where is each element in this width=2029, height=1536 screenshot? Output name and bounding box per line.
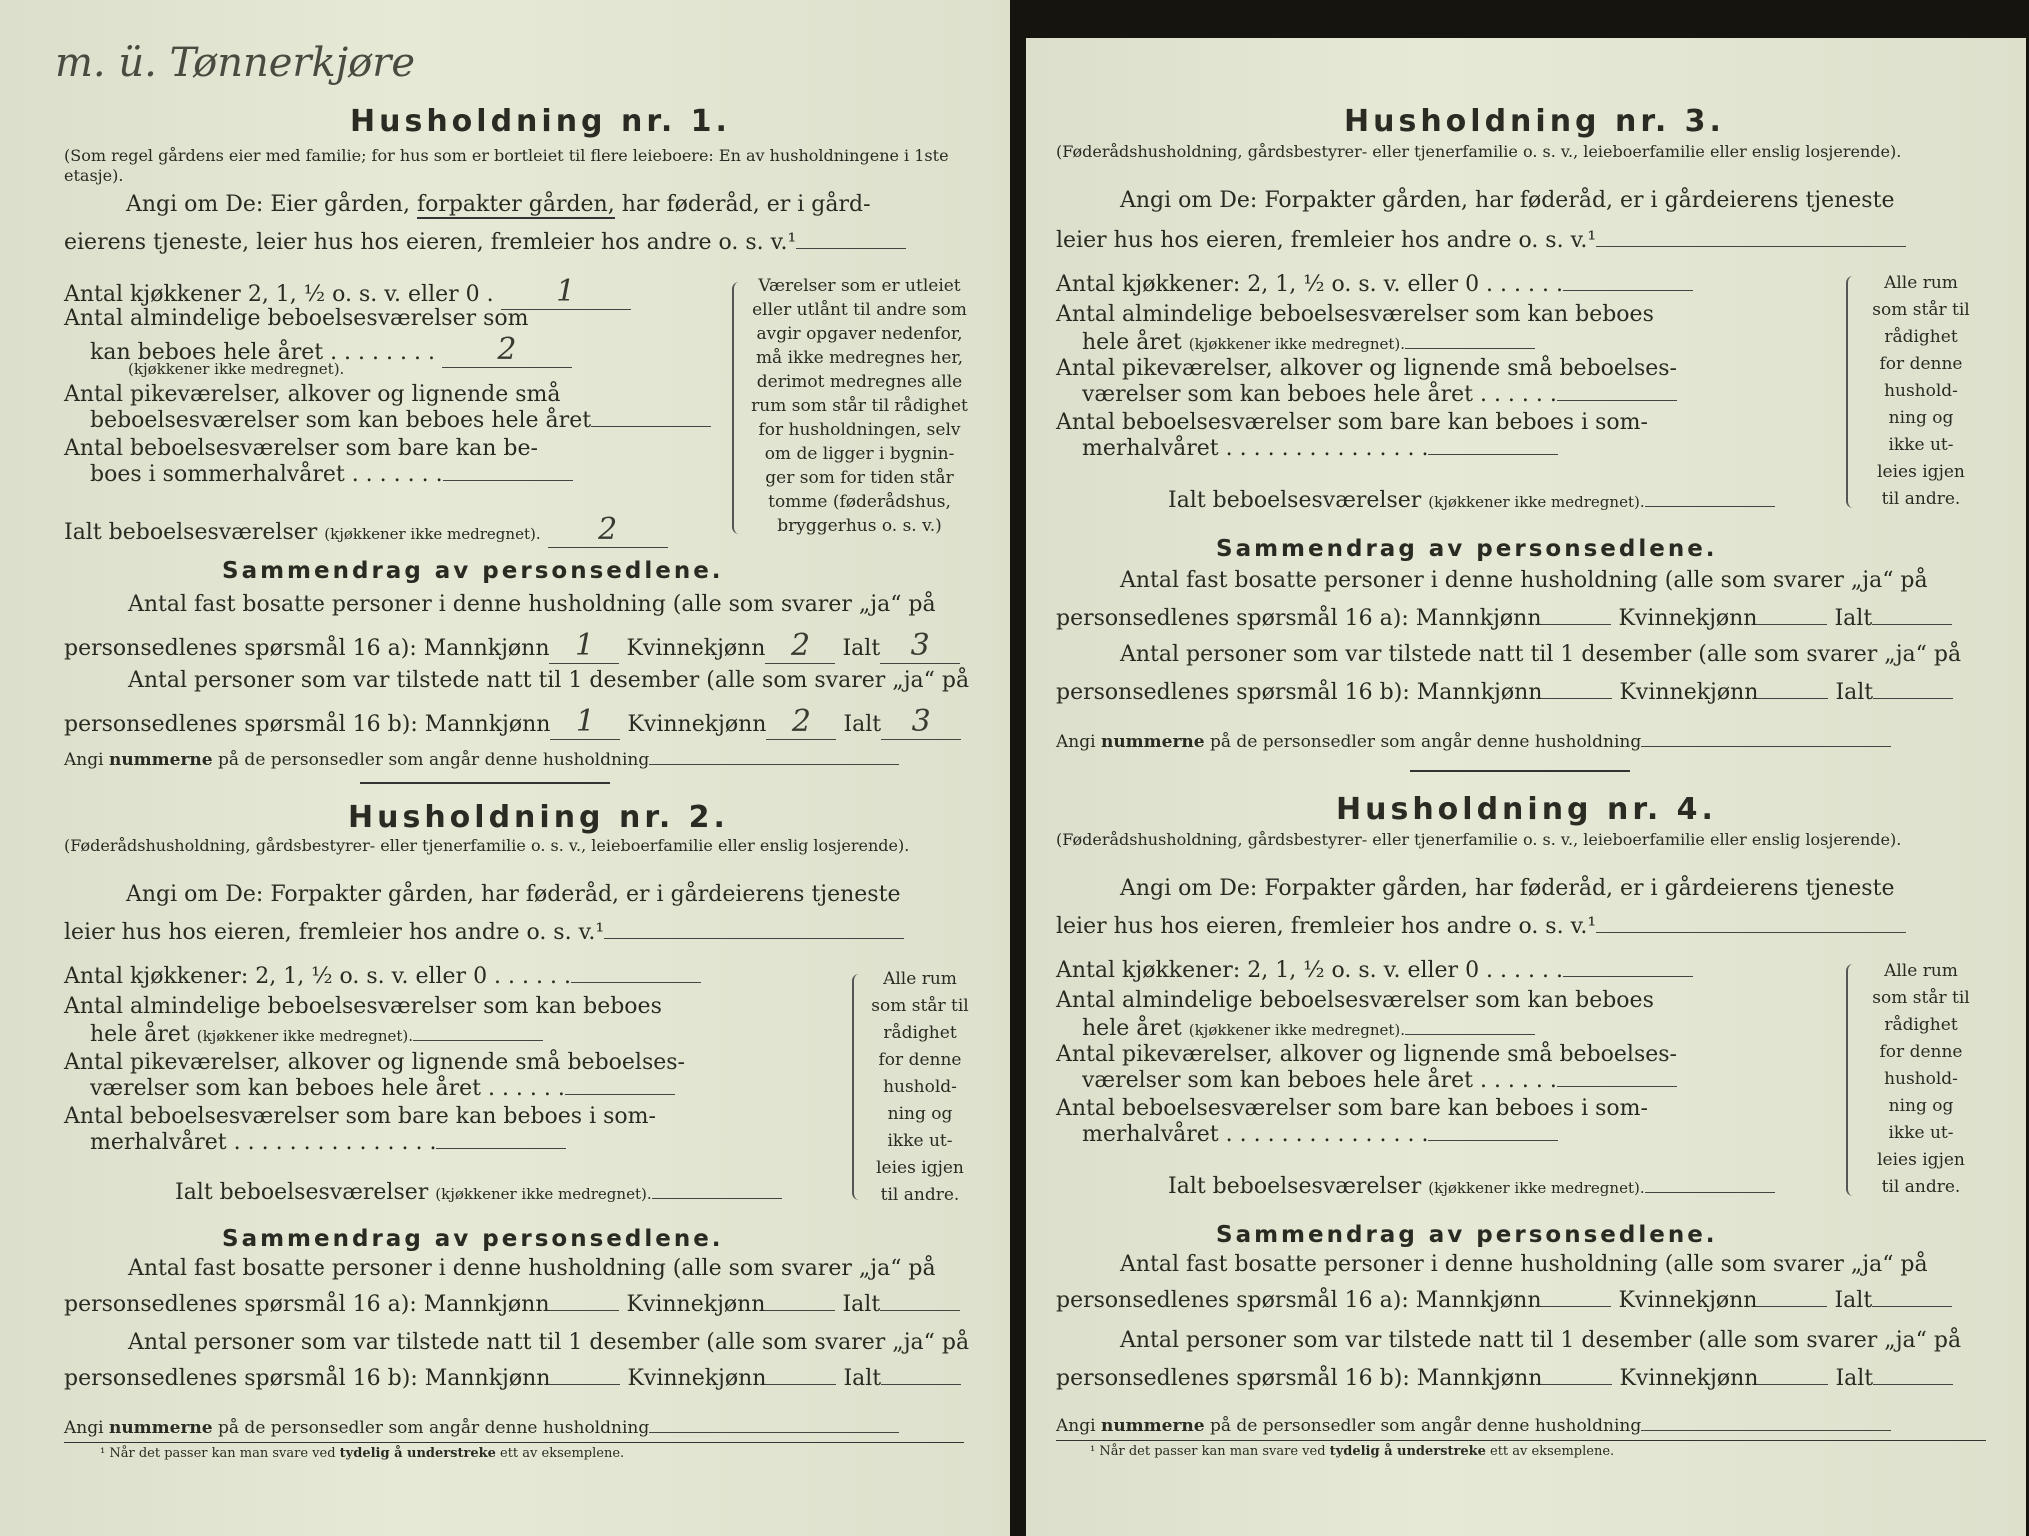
h4-a-line2 [1056,1288,1952,1313]
h4-summer-line1: Antal beboelsesværelser som bare kan beboes i som- [1056,1096,1648,1121]
h2-side-line: leies igjen [876,1158,964,1178]
h2-side-line: Alle rum [883,969,957,989]
h4-b-female-field[interactable] [1758,1384,1828,1385]
h3-a-total-field[interactable] [1872,624,1952,625]
h1-b-line2 [64,704,961,740]
h4-a-female-label: Kvinnekjønn [1618,1288,1758,1313]
h3-total-line [1168,488,1775,513]
h1-side-line: eller utlånt til andre som [752,300,967,320]
h2-b-female-label: Kvinnekjønn [627,1366,767,1391]
h2-summer-field[interactable] [436,1148,566,1149]
h2-angi-line2 [64,920,904,945]
h2-a-total-label: Ialt [842,1292,881,1317]
h3-side-line: hushold- [1884,381,1958,401]
h3-a-line2 [1056,606,1952,631]
h3-pike-label: værelser som kan beboes hele året . . . . . . [1082,382,1557,407]
h3-side-line: for denne [1879,354,1963,374]
h4-angi-line1: Angi om De: Forpakter gården, har føderåd, er i gårdeierens tjeneste [1120,876,1895,901]
h1-total-line [64,512,668,548]
h1-a-total-field[interactable] [880,628,960,664]
h2-kitchens-label: Antal kjøkkener: 2, 1, ½ o. s. v. eller 0 . . . . . . [64,964,571,989]
h3-angi-line2 [1056,228,1906,253]
h1-total-label: Ialt beboelsesværelser [64,520,318,545]
h3-angi-line1: Angi om De: Forpakter gården, har føderåd, er i gårdeierens tjeneste [1120,188,1895,213]
h4-side-line: rådighet [1884,1015,1958,1035]
h4-summer-field[interactable] [1428,1140,1558,1141]
h2-title: Husholdning nr. 2. [348,800,729,835]
h3-side-line: Alle rum [1884,273,1958,293]
h4-side-line: Alle rum [1884,961,1958,981]
h3-b-total-label: Ialt [1835,680,1874,705]
h3-nummer-field[interactable] [1641,746,1891,747]
h4-side-line: ning og [1888,1096,1954,1116]
h1-side-line: om de ligger i bygnin- [764,444,955,464]
footnote-bold: tydelig å understreke [339,1446,496,1461]
h3-summary-title: Sammendrag av personsedlene. [1216,536,1718,562]
h4-kitchens-field[interactable] [1563,976,1693,977]
h4-a-total-field[interactable] [1872,1306,1952,1307]
h1-side-line: Værelser som er utleiet [758,276,961,296]
h1-nummer-field[interactable] [649,764,899,765]
h2-side-line: ikke ut- [887,1131,953,1151]
h2-summer-label: merhalvåret . . . . . . . . . . . . . . . [90,1130,437,1155]
h1-angi-part1: Angi om De: Eier gården, [126,192,410,217]
h2-side-line: hushold- [883,1077,957,1097]
h3-summer-line2 [1082,436,1558,461]
h2-total-label: Ialt beboelsesværelser [175,1180,429,1205]
h3-a-label: personsedlenes spørsmål 16 a): Mannkjønn [1056,606,1542,631]
h4-title: Husholdning nr. 4. [1336,792,1717,827]
h2-kitchens-line [64,964,701,989]
h2-side-line: som står til [871,996,969,1016]
h1-side-line: avgir opgaver nedenfor, [756,324,963,344]
h2-a-male-field[interactable] [549,1310,619,1311]
h2-total-note: (kjøkkener ikke medregnet). [435,1185,652,1203]
h1-kitchens-field[interactable] [501,274,631,310]
h4-angi-field[interactable] [1596,932,1906,933]
h3-side-line: rådighet [1884,327,1958,347]
h3-nummer-line [1056,732,1891,752]
h4-total-field[interactable] [1645,1192,1775,1193]
h4-a-label: personsedlenes spørsmål 16 a): Mannkjønn [1056,1288,1542,1313]
h1-rooms-value: 2 [497,332,517,367]
h1-total-field[interactable] [548,512,668,548]
h2-angi-field[interactable] [604,938,904,939]
h3-b-total-field[interactable] [1873,698,1953,699]
h4-a-female-field[interactable] [1757,1306,1827,1307]
h1-rooms-field[interactable] [442,332,572,368]
h4-pike-field[interactable] [1557,1086,1677,1087]
h2-summer-line1: Antal beboelsesværelser som bare kan beboes i som- [64,1104,656,1129]
h3-pike-field[interactable] [1557,400,1677,401]
h1-summer-field[interactable] [443,480,573,481]
h1-a-male-field[interactable] [549,628,619,664]
h2-nummer-post: på de personsedler som angår denne husholdning [218,1418,650,1438]
footnote-rule [1056,1440,1986,1441]
h1-side-line: må ikke medregnes her, [755,348,964,368]
h3-b-male-field[interactable] [1542,698,1612,699]
h2-b-total-label: Ialt [843,1366,882,1391]
h1-b-label: personsedlenes spørsmål 16 b): Mannkjønn [64,712,551,737]
footnote [100,1446,624,1461]
h2-total-line [175,1180,782,1205]
h2-a-line2 [64,1292,960,1317]
h4-pike-label: værelser som kan beboes hele året . . . . . . [1082,1068,1557,1093]
h4-side-line: leies igjen [1877,1150,1965,1170]
h3-rooms-field[interactable] [1405,348,1535,349]
h2-angi-text2: leier hus hos eieren, fremleier hos andre o. s. v.¹ [64,920,605,945]
h3-rooms-line2 [1082,330,1535,355]
h2-a-line1: Antal fast bosatte personer i denne husholdning (alle som svarer „ja“ på [128,1256,936,1281]
h1-summer-line1: Antal beboelsesværelser som bare kan be- [64,436,538,461]
h1-b-female-label: Kvinnekjønn [627,712,767,737]
h3-side-line: ikke ut- [1888,435,1954,455]
h3-side-line: leies igjen [1877,462,1965,482]
h2-pike-label: værelser som kan beboes hele året . . . . . . [90,1076,565,1101]
h2-pike-line2 [90,1076,675,1101]
h2-summer-line2 [90,1130,566,1155]
h4-b-male-field[interactable] [1542,1384,1612,1385]
h2-b-label: personsedlenes spørsmål 16 b): Mannkjønn [64,1366,551,1391]
h1-a-female-value: 2 [790,628,811,663]
h3-summer-label: merhalvåret . . . . . . . . . . . . . . . [1082,436,1429,461]
h1-title: Husholdning nr. 1. [350,104,731,139]
h3-b-line2 [1056,680,1953,705]
h3-summer-line1: Antal beboelsesværelser som bare kan beboes i som- [1056,410,1648,435]
footnote-post: ett av eksemplene. [500,1446,625,1461]
h4-side-line: for denne [1879,1042,1963,1062]
section-divider [1410,770,1630,772]
h3-summer-field[interactable] [1428,454,1558,455]
h1-a-male-value: 1 [574,628,595,663]
h4-total-label: Ialt beboelsesværelser [1168,1174,1422,1199]
h4-b-female-label: Kvinnekjønn [1619,1366,1759,1391]
h2-angi-line1: Angi om De: Forpakter gården, har føderåd, er i gårdeierens tjeneste [126,882,901,907]
h2-b-line2 [64,1366,961,1391]
h3-a-female-field[interactable] [1757,624,1827,625]
h4-rooms-line1: Antal almindelige beboelsesværelser som kan beboes [1056,988,1654,1013]
h1-total-value: 2 [598,512,618,547]
h3-a-line1: Antal fast bosatte personer i denne husholdning (alle som svarer „ja“ på [1120,568,1928,593]
h4-nummer-pre: Angi [1056,1416,1096,1436]
h1-a-label: personsedlenes spørsmål 16 a): Mannkjønn [64,636,550,661]
h2-b-female-field[interactable] [766,1384,836,1385]
h4-b-total-label: Ialt [1835,1366,1874,1391]
h1-side-line: tomme (føderådshus, [768,492,951,512]
h1-b-male-field[interactable] [550,704,620,740]
h1-b-line1: Antal personer som var tilstede natt til 1 desember (alle som svarer „ja“ på [128,668,970,693]
h1-side-line: for husholdningen, selv [758,420,961,440]
h1-angi-text2: eierens tjeneste, leier hus hos eieren, fremleier hos andre o. s. v.¹ [64,230,797,255]
h3-total-note: (kjøkkener ikke medregnet). [1428,493,1645,511]
h4-a-line1: Antal fast bosatte personer i denne husholdning (alle som svarer „ja“ på [1120,1252,1928,1277]
footnote [1090,1444,1614,1459]
h4-nummer-bold: nummerne [1100,1416,1205,1436]
h2-note: (Føderådshusholdning, gårdsbestyrer- eller tjenerfamilie o. s. v., leieboerfamilie eller enslig losjerende). [64,836,910,855]
h3-pike-line1: Antal pikeværelser, alkover og lignende små beboelses- [1056,356,1677,381]
h4-summer-line2 [1082,1122,1558,1147]
h1-kitchens-label: Antal kjøkkener 2, 1, ½ o. s. v. eller 0 . [64,282,494,307]
h1-pike-line2 [90,408,711,433]
h1-rooms-line1: Antal almindelige beboelsesværelser som [64,306,529,331]
h3-kitchens-line [1056,272,1693,297]
h4-b-label: personsedlenes spørsmål 16 b): Mannkjønn [1056,1366,1543,1391]
h1-a-line1: Antal fast bosatte personer i denne husholdning (alle som svarer „ja“ på [128,592,936,617]
h3-a-total-label: Ialt [1834,606,1873,631]
h3-angi-field[interactable] [1596,246,1906,247]
h1-summer-label: boes i sommerhalvåret . . . . . . . [90,462,443,487]
h3-kitchens-field[interactable] [1563,290,1693,291]
h1-a-total-value: 3 [910,628,930,663]
h3-side-line: som står til [1872,300,1970,320]
h1-a-female-label: Kvinnekjønn [626,636,766,661]
h1-angi-field[interactable] [796,248,906,249]
h4-rooms-line2 [1082,1016,1535,1041]
h1-a-total-label: Ialt [842,636,881,661]
h4-b-total-field[interactable] [1873,1384,1953,1385]
h1-rooms-note: (kjøkkener ikke medregnet). [128,360,345,378]
h3-title: Husholdning nr. 3. [1344,104,1725,139]
h1-note: (Som regel gårdens eier med familie; for hus som er bortleiet til flere leieboere: En av husholdningene i 1ste etasje). [64,146,949,185]
h2-kitchens-field[interactable] [571,982,701,983]
left-page [0,0,1010,1536]
h1-summary-title: Sammendrag av personsedlene. [222,558,724,584]
h2-side-line: til andre. [880,1185,960,1205]
h1-b-female-value: 2 [791,704,811,739]
h3-nummer-post: på de personsedler som angår denne husholdning [1210,732,1642,752]
h2-rooms-note: (kjøkkener ikke medregnet). [196,1027,414,1045]
h1-rooms-label: kan beboes hele året . . . . . . . . [90,340,435,365]
h3-total-label: Ialt beboelsesværelser [1168,488,1422,513]
footnote-pre: ¹ Når det passer kan man svare ved [1090,1444,1326,1459]
h3-a-male-field[interactable] [1541,624,1611,625]
h4-side-line: som står til [1872,988,1970,1008]
h3-rooms-line1: Antal almindelige beboelsesværelser som kan beboes [1056,302,1654,327]
h4-summary-title: Sammendrag av personsedlene. [1216,1222,1718,1248]
h4-nummer-line [1056,1416,1891,1436]
h4-rooms-note: (kjøkkener ikke medregnet). [1188,1021,1406,1039]
h4-pike-line1: Antal pikeværelser, alkover og lignende små beboelses- [1056,1042,1677,1067]
h1-side-line: rum som står til rådighet [751,396,968,416]
h2-b-male-field[interactable] [550,1384,620,1385]
h1-angi-line2 [64,230,906,255]
h4-pike-line2 [1082,1068,1677,1093]
h4-total-note: (kjøkkener ikke medregnet). [1428,1179,1645,1197]
h3-pike-line2 [1082,382,1677,407]
h1-pike-line1: Antal pikeværelser, alkover og lignende små [64,382,561,407]
h4-nummer-post: på de personsedler som angår denne husholdning [1210,1416,1642,1436]
h1-nummer-line [64,750,899,770]
section-divider [360,782,610,784]
h1-nummer-pre: Angi [64,750,104,770]
h4-angi-line2 [1056,914,1906,939]
h1-pike-label: beboelsesværelser som kan beboes hele året [90,408,592,433]
h3-nummer-bold: nummerne [1100,732,1205,752]
h1-b-total-field[interactable] [881,704,961,740]
h1-side-note [742,274,977,538]
h3-rooms-label: hele året [1082,330,1182,355]
h4-a-total-label: Ialt [1834,1288,1873,1313]
h1-kitchens-line [64,274,631,310]
h2-summary-title: Sammendrag av personsedlene. [222,1226,724,1252]
h2-a-total-field[interactable] [880,1310,960,1311]
h3-b-female-field[interactable] [1758,698,1828,699]
h4-a-male-field[interactable] [1541,1306,1611,1307]
h4-summer-label: merhalvåret . . . . . . . . . . . . . . . [1082,1122,1429,1147]
h2-side-line: rådighet [883,1023,957,1043]
h3-nummer-pre: Angi [1056,732,1096,752]
h2-a-label: personsedlenes spørsmål 16 a): Mannkjønn [64,1292,550,1317]
h1-nummer-bold: nummerne [108,750,213,770]
h3-total-field[interactable] [1645,506,1775,507]
h2-rooms-field[interactable] [413,1040,543,1041]
h2-nummer-pre: Angi [64,1418,104,1438]
h1-a-female-field[interactable] [765,628,835,664]
h2-rooms-label: hele året [90,1022,190,1047]
h2-b-line1: Antal personer som var tilstede natt til 1 desember (alle som svarer „ja“ på [128,1330,970,1355]
right-page [1026,38,2026,1536]
footnote-pre: ¹ Når det passer kan man svare ved [100,1446,336,1461]
h2-side-note [860,966,980,1209]
h1-b-total-value: 3 [911,704,931,739]
h4-b-line2 [1056,1366,1953,1391]
h1-total-note: (kjøkkener ikke medregnet). [324,525,541,543]
h3-a-female-label: Kvinnekjønn [1618,606,1758,631]
h3-side-line: ning og [1888,408,1954,428]
h1-side-line: bryggerhus o. s. v.) [777,516,942,536]
h3-rooms-note: (kjøkkener ikke medregnet). [1188,335,1406,353]
h1-angi-underlined: forpakter gården, [416,192,615,217]
h1-b-total-label: Ialt [843,712,882,737]
h1-side-line: ger som for tiden står [765,468,954,488]
h3-side-note [1856,270,1986,513]
h2-total-field[interactable] [652,1198,782,1199]
h4-rooms-field[interactable] [1405,1034,1535,1035]
h1-b-male-value: 1 [575,704,595,739]
handwritten-header: m. ü. Tønnerkjøre [55,40,416,86]
h4-side-line: hushold- [1884,1069,1958,1089]
h4-kitchens-label: Antal kjøkkener: 2, 1, ½ o. s. v. eller 0 . . . . . . [1056,958,1563,983]
h2-a-female-label: Kvinnekjønn [626,1292,766,1317]
h1-a-line2 [64,628,960,664]
h2-side-line: for denne [878,1050,962,1070]
h1-side-line: derimot medregnes alle [756,372,963,392]
h4-side-line: til andre. [1881,1177,1961,1197]
h2-a-female-field[interactable] [765,1310,835,1311]
h2-nummer-line [64,1418,899,1438]
h2-pike-field[interactable] [565,1094,675,1095]
h2-nummer-field[interactable] [649,1432,899,1433]
h1-angi-line1 [126,192,871,217]
h4-rooms-label: hele året [1082,1016,1182,1041]
h4-note: (Føderådshusholdning, gårdsbestyrer- eller tjenerfamilie o. s. v., leieboerfamilie eller enslig losjerende). [1056,830,1902,849]
footnote-bold: tydelig å understreke [1329,1444,1486,1459]
h3-b-line1: Antal personer som var tilstede natt til 1 desember (alle som svarer „ja“ på [1120,642,1962,667]
h1-pike-field[interactable] [591,426,711,427]
h2-nummer-bold: nummerne [108,1418,213,1438]
footnote-post: ett av eksemplene. [1490,1444,1615,1459]
h1-summer-line2 [90,462,573,487]
h4-side-note [1856,958,1986,1201]
h4-angi-text2: leier hus hos eieren, fremleier hos andre o. s. v.¹ [1056,914,1597,939]
h4-kitchens-line [1056,958,1693,983]
h2-rooms-line1: Antal almindelige beboelsesværelser som kan beboes [64,994,662,1019]
h2-b-total-field[interactable] [881,1384,961,1385]
h1-b-female-field[interactable] [766,704,836,740]
h3-b-label: personsedlenes spørsmål 16 b): Mannkjønn [1056,680,1543,705]
h3-kitchens-label: Antal kjøkkener: 2, 1, ½ o. s. v. eller 0 . . . . . . [1056,272,1563,297]
h3-angi-text2: leier hus hos eieren, fremleier hos andre o. s. v.¹ [1056,228,1597,253]
h4-b-line1: Antal personer som var tilstede natt til 1 desember (alle som svarer „ja“ på [1120,1328,1962,1353]
h2-pike-line1: Antal pikeværelser, alkover og lignende små beboelses- [64,1050,685,1075]
h3-side-line: til andre. [1881,489,1961,509]
h3-b-female-label: Kvinnekjønn [1619,680,1759,705]
footnote-rule [64,1442,964,1443]
h1-kitchens-value: 1 [556,274,576,309]
h1-angi-part3: har føderåd, er i gård- [621,192,871,217]
h4-total-line [1168,1174,1775,1199]
h4-side-line: ikke ut- [1888,1123,1954,1143]
h2-side-line: ning og [887,1104,953,1124]
h1-nummer-post: på de personsedler som angår denne husholdning [218,750,650,770]
h4-nummer-field[interactable] [1641,1430,1891,1431]
h3-note: (Føderådshusholdning, gårdsbestyrer- eller tjenerfamilie o. s. v., leieboerfamilie eller enslig losjerende). [1056,142,1902,161]
h2-rooms-line2 [90,1022,543,1047]
